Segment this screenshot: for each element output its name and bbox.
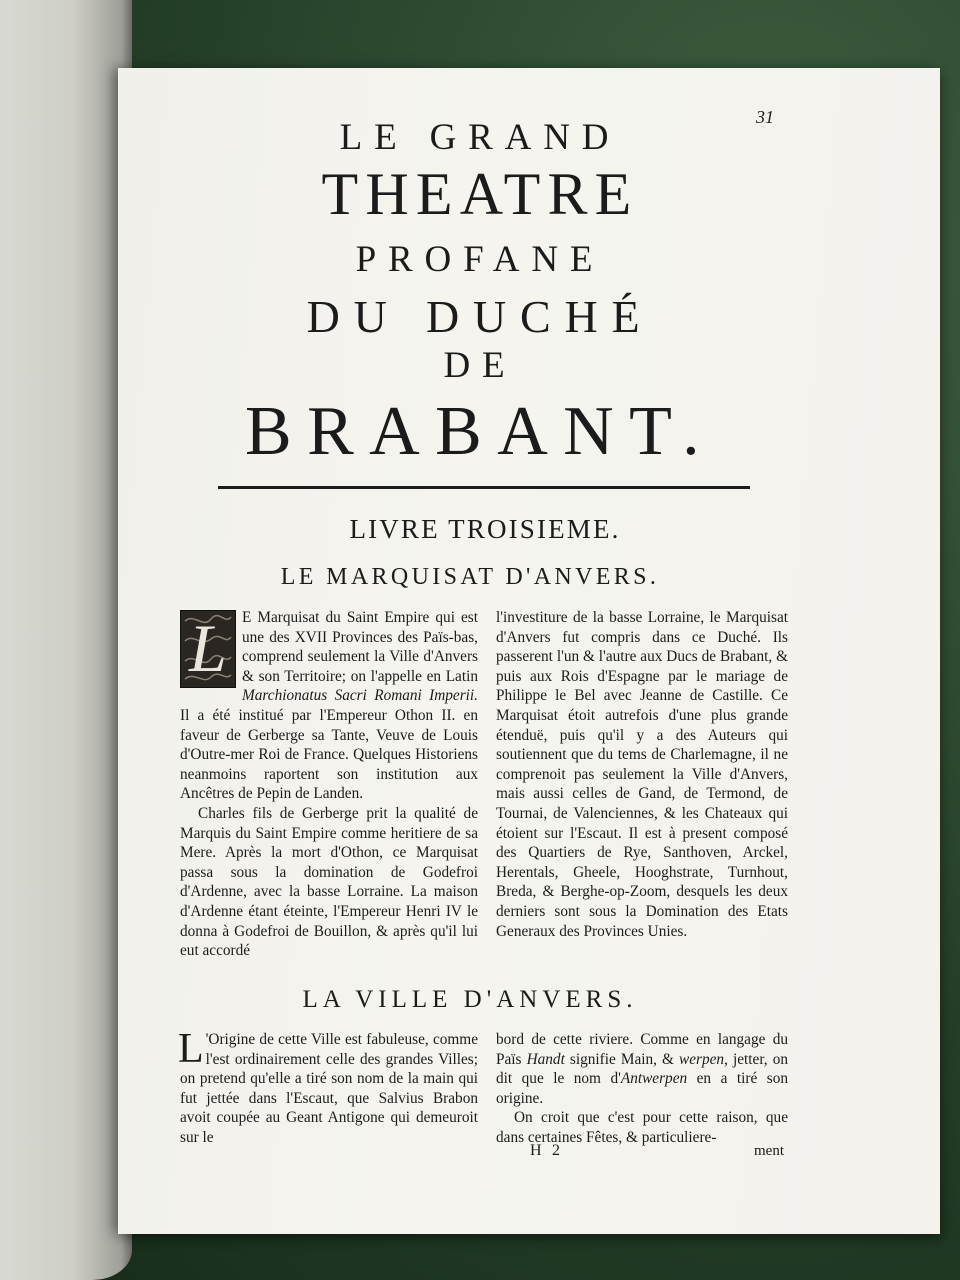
title-line-6: BRABANT. [245,393,715,470]
signature-mark: H 2 [530,1142,564,1159]
ville-column-right [496,1030,788,1148]
title-line-2: THEATRE [321,161,639,227]
marquisat-column-left [180,608,478,961]
title-line-1: LE GRAND [339,117,621,158]
word-handt: Handt [526,1050,565,1068]
ville-text-2a: bord de cette riviere. Comme en langage du Païs [496,1031,788,1068]
title-line-5: DE [443,345,517,386]
initial-letter: L [178,1026,204,1072]
page-number: 31 [756,107,774,127]
dropcap-letter: L [189,610,227,686]
marquisat-paragraph-2: Charles fils de Gerberge prit la qualité de Marquis du Saint Empire comme heritiere de sa Mere. Après la mort d'Othon, ce Marquisat passa sous la domination de Godefroi d'Ardenne, avec la basse Lorraine. La maison d'Ardenne étant éteinte, l'Empereur Henri IV le donna à Godefroi de Bouillon, & après qu'il lui eut accordé [180,804,478,960]
ville-text-2b: signifie Main, & [569,1050,674,1068]
word-antwerpen: Antwerpen [620,1070,688,1088]
catchword: ment [754,1143,784,1159]
latin-name: Marchionatus Sacri Romani Imperii. [242,687,478,705]
section-heading-ville: LA VILLE D'ANVERS. [302,986,638,1013]
book-title: LIVRE TROISIEME. [349,514,621,544]
marquisat-text-1: E Marquisat du Saint Empire qui est une des XVII Provinces des Païs-bas, comprend seulement la Ville d'Anvers & son Territoire; on l'appelle en Latin [242,609,478,685]
ville-text-2c: , jetter, on dit que le nom d' [496,1050,789,1088]
title-rule [218,486,750,489]
marquisat-paragraph-3: l'investiture de la basse Lorraine, le Marquisat d'Anvers fut compris dans ce Duché. Ils passerent l'un & l'autre aux Ducs de Brabant, & puis aux Rois d'Espagne par le mariage de Philippe le Bel avec Jeanne de Castille. Ce Marquisat étoit autrefois d'une plus grande étenduë, puis qu'il y a des Auteurs qui soutiennent que du tems de Charlemagne, il ne comprenoit pas seulement la Ville d'Anvers, mais aussi celles de Gand, de Termond, de Tournai, de Valenciennes, & les Chateaux qui étoient sur l'Escaut. Il est à present composé des Quartiers de Rye, Santhoven, Arckel, Herentals, Gheele, Hooghstrate, Turnhout, Breda, & Berghe-op-Zoom, desquels les deux derniers sont sous la Domination des Etats Generaux des Provinces Unies. [496,609,788,940]
title-line-4: DU DUCHÉ [306,291,654,342]
word-werpen: werpen [679,1050,725,1068]
ville-text-1: 'Origine de cette Ville est fabuleuse, comme l'est ordinairement celle des grandes Villes; on pretend qu'elle a tiré son nom de la main qui fut jettée dans l'Escaut, que Salvius Brabon avoit coupée au Geant Antigone qui demeuroit sur le [180,1031,478,1146]
marquisat-text-2: Il a été institué par l'Empereur Othon II. en faveur de Gerberge sa Tante, Veuve de Louis d'Outre-mer Roi de France. Quelques Historiens neanmoins raportent son institution aux Ancêtres de Pepin de Landen. [180,706,478,803]
ville-column-left [178,1026,478,1148]
ornamental-initial [180,610,236,688]
marquisat-column-right [496,608,788,941]
ville-text-2d: en a tiré son origine. [496,1070,788,1107]
section-heading-marquisat: LE MARQUISAT D'ANVERS. [280,564,660,590]
ville-paragraph-3: On croit que c'est pour cette raison, que dans certaines Fêtes, & particuliere- [496,1109,788,1146]
title-line-3: PROFANE [355,239,605,280]
